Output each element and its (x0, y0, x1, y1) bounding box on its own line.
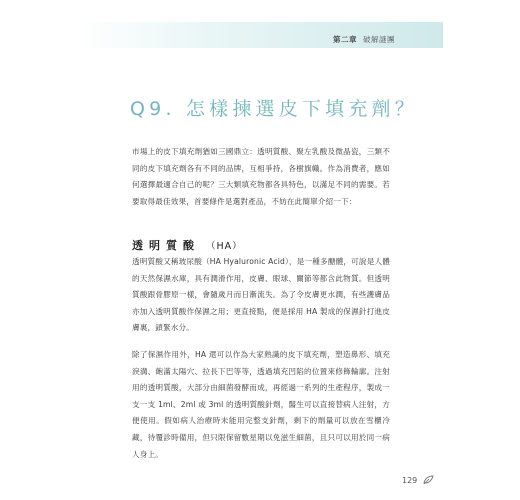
section-title: 透明質酸 (132, 239, 200, 252)
page-number: 129 (402, 476, 418, 485)
leaf-icon (423, 475, 434, 485)
section-heading (132, 237, 243, 253)
chapter-title: 破解謎團 (363, 35, 395, 44)
running-header (333, 34, 395, 45)
question-title: Q9. 怎樣揀選皮下填充劑？ (130, 98, 418, 120)
intro-paragraph: 市場上的皮下填充劑猶如三國鼎立：透明質酸、聚左乳酸及微晶瓷，三類不同的皮下填充劑各有不同的品牌，互相爭持，各樹旗幟。作為消費者，應如何選擇最適合自己的呢？三大類填充物都各具特色，以滿足不同的需要。若要取得最佳效果，首要條件是選對產品，不妨在此簡單介紹一下： (132, 147, 390, 206)
ha-paragraph-1: 透明質酸又稱玻尿酸（HA Hyaluronic Acid），是一種多醣體，可說是人體的天然保濕水庫，具有潤滑作用，皮膚、眼球、關節等都含此物質。但透明質酸跟骨膠原一樣，會隨歲月而日漸流失。為了令皮膚更水潤，有些護膚品亦加入透明質酸作保濕之用；更直接點，便是採用 HA 製成的保濕針打進皮膚裏，鎖緊水分。 (132, 257, 390, 333)
section-abbr: （HA） (206, 241, 243, 252)
chapter-label: 第二章 (333, 35, 357, 44)
page-footer (402, 475, 434, 485)
ha-paragraph-2: 除了保濕作用外，HA 還可以作為大家熟識的皮下填充劑，塑造鼻形、填充淚溝、飽滿太陽穴、拉長下巴等等，透過填充凹陷的位置來修飾輪廓。注射用的透明質酸，大部分由細菌發酵而成，再經過一系列的生產程序，製成一支一支 1ml、2ml 或 3ml 的透明質酸針劑，醫生可以直接替病人注射，方便使用。假如病人治療時未能用完整支針劑，剩下的劑量可以放在雪櫃冷藏，待覆診時備用，但只限保留數星期以免滋生細菌，且只可以用於同一病人身上。 (132, 350, 390, 459)
